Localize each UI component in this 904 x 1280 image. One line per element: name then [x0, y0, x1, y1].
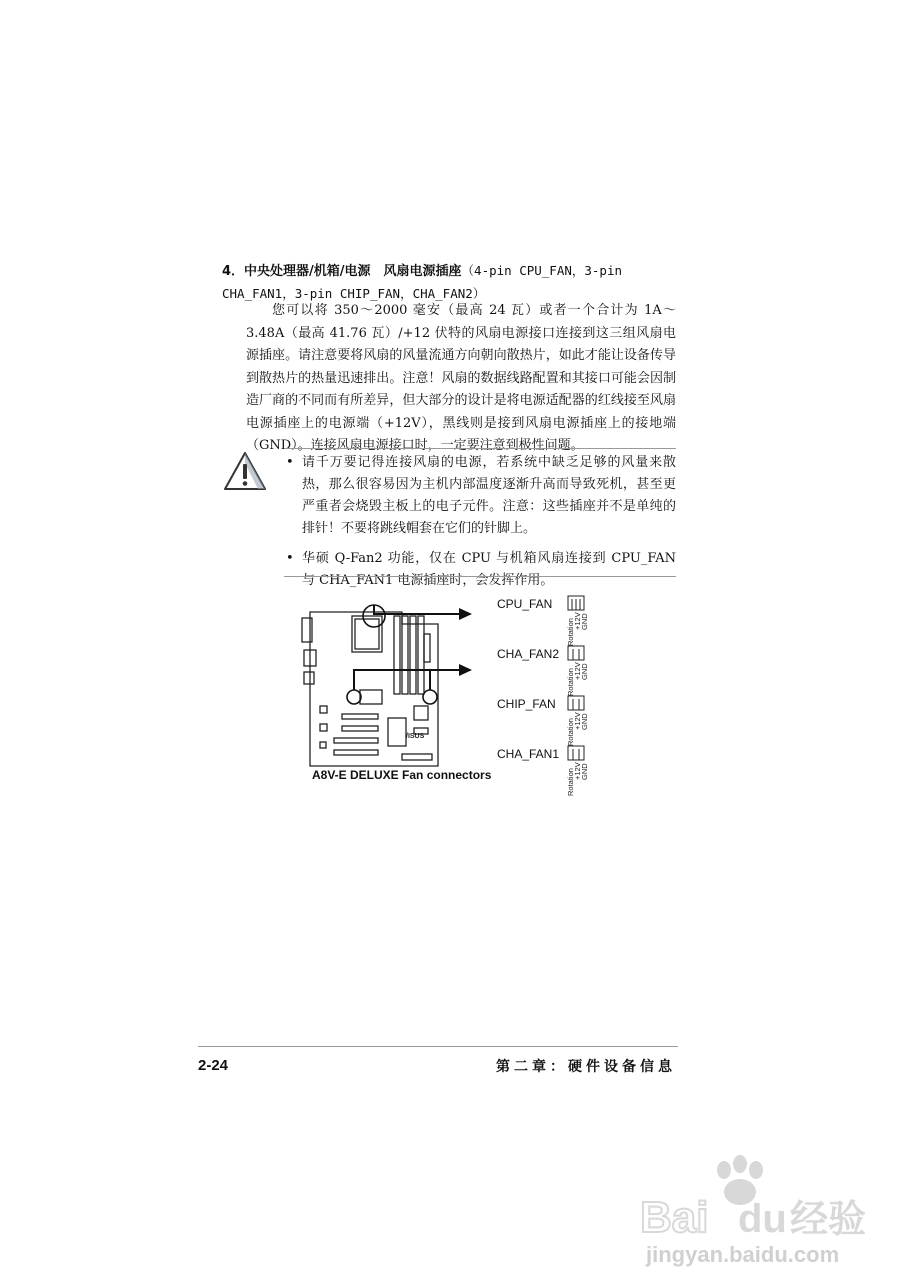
caution-notes — [286, 452, 676, 600]
cpu-fan-pinout — [566, 596, 589, 646]
motherboard-outline — [302, 612, 438, 766]
pin-label: +12V — [573, 612, 582, 630]
watermark-brand: Bai — [640, 1193, 709, 1242]
section-title-main: 4．中央处理器/机箱/电源 风扇电源插座 — [222, 264, 462, 279]
caution-note-text: 请千万要记得连接风扇的电源，若系统中缺乏足够的风量来散热，那么很容易因为主机内部温度逐渐升高而导致死机，甚至更严重者会烧毁主板上的电子元件。注意：这些插座并不是单纯的排针！不要将跳线帽套在它们的针脚上。 — [302, 455, 676, 536]
pin-label: +12V — [573, 662, 582, 680]
baidu-jingyan-watermark — [640, 1140, 880, 1270]
cha-fan1-pinout — [566, 746, 589, 796]
chip-fan-pinout — [566, 696, 589, 746]
pin-label: GND — [580, 663, 589, 680]
pin-label: GND — [580, 713, 589, 730]
caution-note-text: 华硕 Q-Fan2 功能，仅在 CPU 与机箱风扇连接到 CPU_FAN 与 CHA_FAN1 电源插座时，会发挥作用。 — [302, 551, 676, 588]
chip-fan-label: CHIP_FAN — [497, 697, 556, 711]
pin-label: GND — [580, 613, 589, 630]
note-bullet: • — [286, 551, 294, 566]
notice-bottom-rule — [284, 576, 676, 577]
cha-fan2-label: CHA_FAN2 — [497, 647, 560, 661]
watermark-cn: 经验 — [790, 1197, 867, 1241]
pin-label: Rotation — [566, 618, 575, 646]
cpu-fan-label: CPU_FAN — [497, 597, 553, 611]
watermark-url: jingyan.baidu.com — [646, 1242, 840, 1267]
pointer-arrows — [459, 608, 472, 676]
board-brand-logo: /ISUS — [406, 733, 425, 740]
section-title-pins: （4-pin CPU_FAN，3-pin CHA_FAN1，3-pin CHIP_FAN，CHA_FAN2） — [222, 263, 623, 301]
cha-fan1-label: CHA_FAN1 — [497, 747, 560, 761]
connector-pinouts — [566, 596, 589, 796]
cha-fan2-highlight — [347, 690, 361, 704]
chapter-title: 第二章：硬件设备信息 — [496, 1059, 676, 1075]
note-bullet: • — [286, 455, 294, 470]
pin-label: Rotation — [566, 718, 575, 746]
caution-note — [286, 452, 676, 540]
diagram-caption: A8V-E DELUXE Fan connectors — [312, 768, 492, 782]
fan-connector-description: 您可以将 350～2000 毫安（最高 24 瓦）或者一个合计为 1A～3.48A（最高 41.76 瓦）/+12 伏特的风扇电源接口连接到这三组风扇电源插座。请注意要将风扇的风量流通方向朝向散热片，如此才能让设备传导到散热片的热量迅速排出。注意！风扇的数据线路配置和其接口可能会因制造厂商的不同而有所差异，但大部分的设计是将电源适配器的红线接至风扇电源插座上的电源端（+12V），黑线则是接到风扇电源插座上的接地端（GND）。连接风扇电源接口时，一定要注意到极性问题。 — [246, 303, 676, 453]
pin-label: Rotation — [566, 768, 575, 796]
notice-top-rule — [284, 448, 676, 449]
chip-fan-highlight — [423, 690, 437, 704]
page-number: 2-24 — [198, 1057, 229, 1074]
caution-icon — [222, 450, 268, 492]
pin-label: +12V — [573, 762, 582, 780]
pin-label: GND — [580, 763, 589, 780]
caution-note — [286, 548, 676, 592]
pin-label: Rotation — [566, 668, 575, 696]
cha-fan2-pinout — [566, 646, 589, 696]
pin-label: +12V — [573, 712, 582, 730]
watermark-brand-du: du — [738, 1197, 787, 1241]
footer-rule — [198, 1046, 678, 1047]
